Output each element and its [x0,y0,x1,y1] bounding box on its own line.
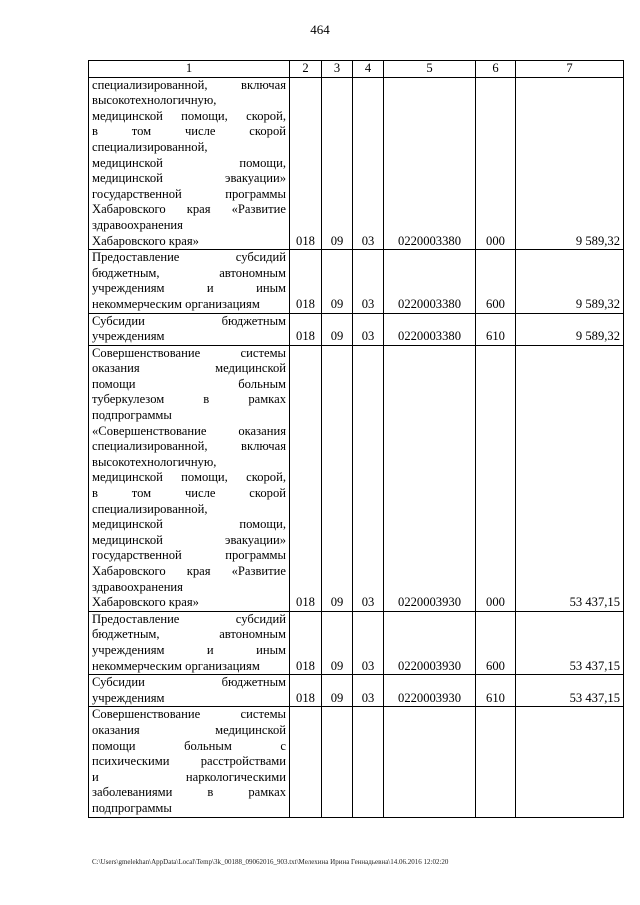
description-line: специализированной, включая [92,77,286,92]
description-line: медицинской помощи, скорой, [92,108,286,123]
ministry-code-cell: 018 [290,345,322,611]
amount-cell: 53 437,15 [516,345,624,611]
amount-cell: 53 437,15 [516,611,624,674]
header-cell-3: 3 [322,61,353,78]
description-line: здравоохранения [92,579,183,594]
description-line: некоммерческим организациям [92,658,260,673]
description-line: Хабаровского края «Развитие [92,202,286,217]
expense-type-code-cell: 000 [476,77,516,250]
description-line: «Совершенствование оказания [92,423,286,438]
description-line: оказания медицинской [92,361,286,376]
description-line: учреждениям [92,690,165,705]
table-row [89,707,624,817]
description-line: Субсидии бюджетным [92,313,286,328]
budget-table [88,60,624,818]
header-cell-4: 4 [353,61,384,78]
description-line: учреждениям [92,329,165,344]
description-line: государственной программы [92,548,286,563]
table-header-row [89,61,624,78]
description-line: медицинской эвакуации» [92,532,286,547]
description-line: подпрограммы [92,408,172,423]
subsection-code-cell: 03 [353,345,384,611]
amount-cell: 9 589,32 [516,250,624,313]
header-cell-6: 6 [476,61,516,78]
description-line: подпрограммы [92,800,172,815]
amount-cell: 9 589,32 [516,313,624,345]
ministry-code-cell: 018 [290,675,322,707]
ministry-code-cell: 018 [290,77,322,250]
header-cell-2: 2 [290,61,322,78]
header-cell-1: 1 [89,61,290,78]
target-article-code-cell: 0220003930 [384,345,476,611]
target-article-code-cell: 0220003380 [384,250,476,313]
description-line: туберкулезом в рамках [92,392,286,407]
description-line: медицинской помощи, [92,517,286,532]
description-line: помощи больным с [92,738,286,753]
row-description [89,611,290,674]
target-article-code-cell: 0220003930 [384,675,476,707]
section-code-cell: 09 [322,77,353,250]
expense-type-code-cell [476,707,516,817]
amount-cell [516,707,624,817]
ministry-code-cell: 018 [290,313,322,345]
subsection-code-cell: 03 [353,611,384,674]
description-line: Совершенствование системы [92,707,286,722]
section-code-cell: 09 [322,675,353,707]
description-line: учреждениям и иным [92,281,286,296]
description-line: Хабаровского края» [92,595,199,610]
row-description [89,250,290,313]
ministry-code-cell: 018 [290,250,322,313]
description-line: психическими расстройствами [92,754,286,769]
amount-cell: 9 589,32 [516,77,624,250]
row-description [89,345,290,611]
subsection-code-cell [353,707,384,817]
description-line: здравоохранения [92,217,183,232]
description-line: и наркологическими [92,769,286,784]
description-line: Предоставление субсидий [92,250,286,265]
header-cell-7: 7 [516,61,624,78]
row-description [89,707,290,817]
subsection-code-cell: 03 [353,675,384,707]
description-line: Совершенствование системы [92,345,286,360]
section-code-cell [322,707,353,817]
table-row [89,250,624,313]
description-line: в том числе скорой [92,124,286,139]
file-path-footer: C:\Users\gmelekhan\AppData\Local\Temp\3k_00188_09062016_903.txt\Мелехина Ирина Геннадьевна\14.06.2016 12:02:20 [92,858,449,866]
header-cell-5: 5 [384,61,476,78]
description-line: бюджетным, автономным [92,265,286,280]
description-line: Хабаровского края «Развитие [92,564,286,578]
table-row [89,77,624,250]
ministry-code-cell: 018 [290,611,322,674]
page-number: 464 [310,22,330,37]
description-line: в том числе скорой [92,486,286,501]
description-line: бюджетным, автономным [92,627,286,642]
row-description [89,77,290,250]
section-code-cell: 09 [322,313,353,345]
target-article-code-cell: 0220003380 [384,77,476,250]
description-line: некоммерческим организациям [92,296,260,311]
description-line: помощи больным [92,376,286,391]
table-row [89,313,624,345]
description-line: учреждениям и иным [92,642,286,657]
description-line: медицинской помощи, [92,155,286,170]
expense-type-code-cell: 610 [476,675,516,707]
description-line: заболеваниями в рамках [92,785,286,800]
table-row [89,611,624,674]
amount-cell: 53 437,15 [516,675,624,707]
description-line: оказания медицинской [92,722,286,737]
section-code-cell: 09 [322,345,353,611]
expense-type-code-cell: 000 [476,345,516,611]
description-line: Предоставление субсидий [92,611,286,626]
target-article-code-cell: 0220003930 [384,611,476,674]
table-row [89,345,624,611]
expense-type-code-cell: 600 [476,250,516,313]
table-row [89,675,624,707]
description-line: медицинской эвакуации» [92,171,286,186]
description-line: Субсидии бюджетным [92,675,286,690]
description-line: специализированной, [92,501,208,516]
description-line: высокотехнологичную, [92,93,217,108]
section-code-cell: 09 [322,611,353,674]
description-line: государственной программы [92,186,286,201]
expense-type-code-cell: 610 [476,313,516,345]
description-line: Хабаровского края» [92,233,199,248]
target-article-code-cell: 0220003380 [384,313,476,345]
description-line: специализированной, [92,139,208,154]
expense-type-code-cell: 600 [476,611,516,674]
row-description [89,313,290,345]
description-line: специализированной, включая [92,439,286,454]
description-line: медицинской помощи, скорой, [92,470,286,485]
ministry-code-cell [290,707,322,817]
subsection-code-cell: 03 [353,313,384,345]
subsection-code-cell: 03 [353,250,384,313]
subsection-code-cell: 03 [353,77,384,250]
target-article-code-cell [384,707,476,817]
section-code-cell: 09 [322,250,353,313]
description-line: высокотехнологичную, [92,454,217,469]
row-description [89,675,290,707]
